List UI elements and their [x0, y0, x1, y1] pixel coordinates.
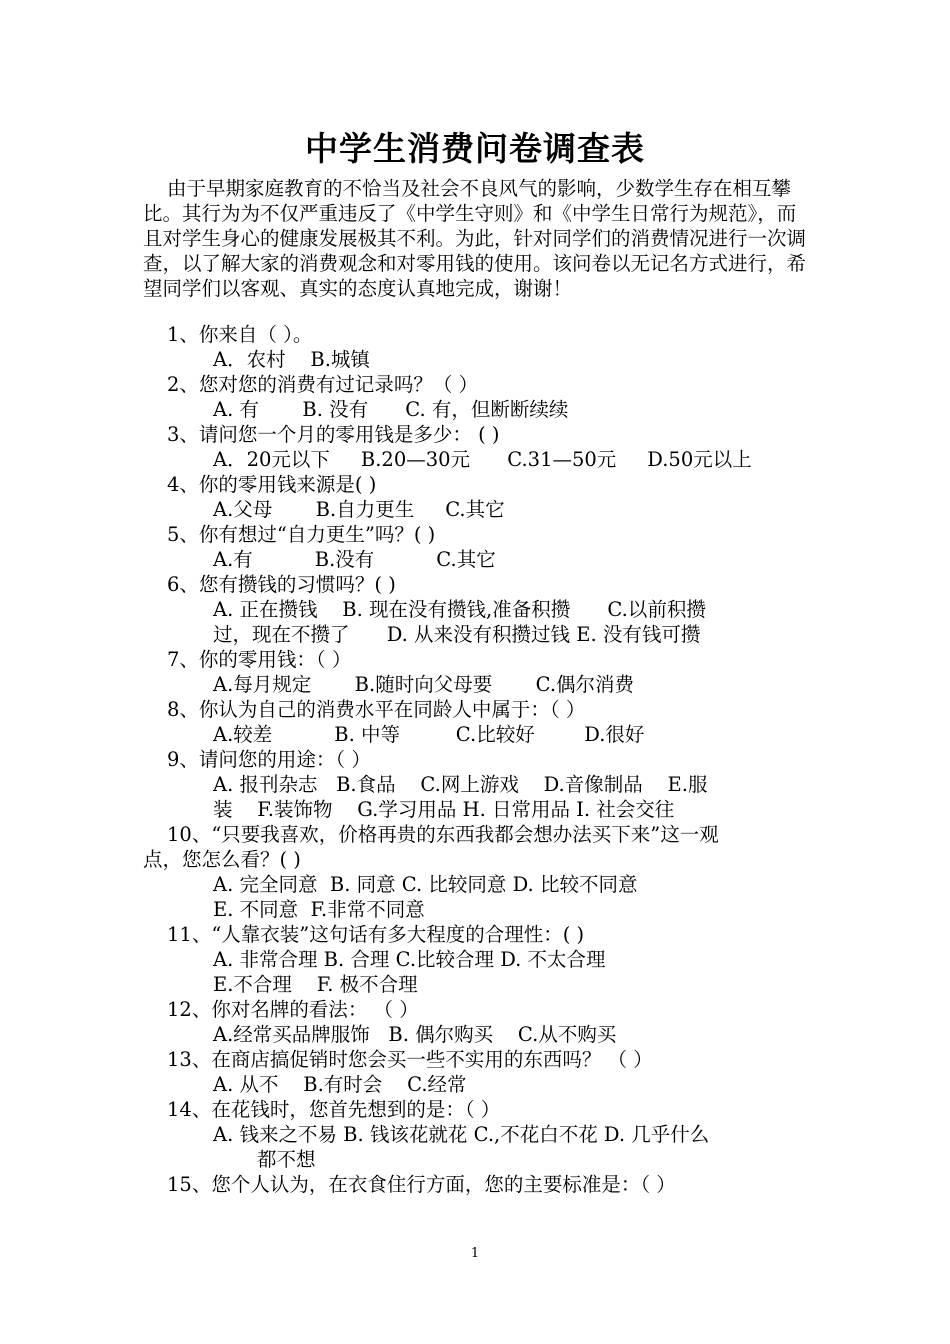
question-options: A. 有 B. 没有 C. 有，但断断续续: [213, 398, 569, 421]
question-text: 9、请问您的用途：（ ）: [167, 748, 371, 771]
question-15: [143, 1172, 813, 1197]
question-options: A.有 B.没有 C.其它: [213, 548, 496, 571]
question-text: 15、您个人认为，在衣食住行方面，您的主要标准是：（ ）: [167, 1173, 676, 1196]
question-options: A. 报刊杂志 B.食品 C.网上游戏 D.音像制品 E.服: [213, 773, 708, 796]
intro-paragraph: [143, 176, 813, 301]
question-options-cont: 装 F.装饰物 G.学习用品 H. 日常用品 I. 社会交往: [213, 798, 675, 821]
question-options-cont: 都不想: [257, 1148, 316, 1171]
question-13: [143, 1047, 813, 1097]
question-5: [143, 522, 813, 572]
question-options: A. 从不 B.有时会 C.经常: [213, 1073, 467, 1096]
question-text: 8、你认为自己的消费水平在同龄人中属于：（ ）: [167, 698, 586, 721]
question-4: [143, 472, 813, 522]
question-6: [143, 572, 813, 647]
question-options: A．农村 B.城镇: [213, 348, 370, 371]
question-7: [143, 647, 813, 697]
question-12: [143, 997, 813, 1047]
question-text-cont: 点，您怎么看？( ): [143, 848, 301, 871]
question-options-cont: E. 不同意 F.非常不同意: [213, 898, 425, 921]
question-text: 4、你的零用钱来源是( ): [167, 473, 377, 496]
question-text: 3、请问您一个月的零用钱是多少： ( ): [167, 423, 500, 446]
question-3: [143, 422, 813, 472]
question-options: A.每月规定 B.随时向父母要 C.偶尔消费: [213, 673, 635, 696]
question-text: 14、在花钱时，您首先想到的是：（ ）: [167, 1098, 501, 1121]
question-text: 1、你来自（ ）。: [167, 323, 313, 346]
question-2: [143, 372, 813, 422]
question-11: [143, 922, 813, 997]
question-options: A. 完全同意 B. 同意 C. 比较同意 D. 比较不同意: [213, 873, 638, 896]
question-options: A．20元以下 B.20—30元 C.31—50元 D.50元以上: [213, 448, 752, 471]
question-text: 12、你对名牌的看法： （ ）: [167, 998, 419, 1021]
question-options: A. 非常合理 B. 合理 C.比较合理 D. 不太合理: [213, 948, 606, 971]
page-title: 中学生消费问卷调查表: [305, 129, 645, 168]
question-options: A. 钱来之不易 B. 钱该花就花 C.,不花白不花 D. 几乎什么: [213, 1123, 710, 1146]
question-options: A. 正在攒钱 B. 现在没有攒钱,准备积攒 C.以前积攒: [213, 598, 706, 621]
question-10: [143, 822, 813, 922]
question-options-cont: 过，现在不攒了 D. 从来没有积攒过钱 E. 没有钱可攒: [213, 623, 701, 646]
question-8: [143, 697, 813, 747]
question-9: [143, 747, 813, 822]
intro-text: 由于早期家庭教育的不恰当及社会不良风气的影响，少数学生存在相互攀比。其行为为不仅严重违反了《中学生守则》和《中学生日常行为规范》，而且对学生身心的健康发展极其不利。为此，针对同学们的消费情况进行一次调查，以了解大家的消费观念和对零用钱的使用。该问卷以无记名方式进行，希望同学们以客观、真实的态度认真地完成，谢谢！: [143, 177, 807, 300]
question-text: 11、“人靠衣装”这句话有多大程度的合理性：( ): [167, 923, 585, 946]
question-text: 13、在商店搞促销时您会买一些不实用的东西吗？ （ ）: [167, 1048, 653, 1071]
question-options-cont: E.不合理 F. 极不合理: [213, 973, 418, 996]
page-number: 1: [470, 1246, 480, 1261]
question-text: 5、你有想过“自力更生”吗？( ): [167, 523, 436, 546]
question-options: A.经常买品牌服饰 B. 偶尔购买 C.从不购买: [213, 1023, 617, 1046]
question-text: 6、您有攒钱的习惯吗？( ): [167, 573, 396, 596]
question-text: 2、您对您的消费有过记录吗？（ ）: [167, 373, 479, 396]
question-options: A.较差 B. 中等 C.比较好 D.很好: [213, 723, 645, 746]
question-options: A.父母 B.自力更生 C.其它: [213, 498, 505, 521]
question-14: [143, 1097, 813, 1172]
question-text: 10、“只要我喜欢，价格再贵的东西我都会想办法买下来”这一观: [167, 823, 719, 846]
question-1: [143, 322, 813, 372]
question-text: 7、你的零用钱：（ ）: [167, 648, 352, 671]
